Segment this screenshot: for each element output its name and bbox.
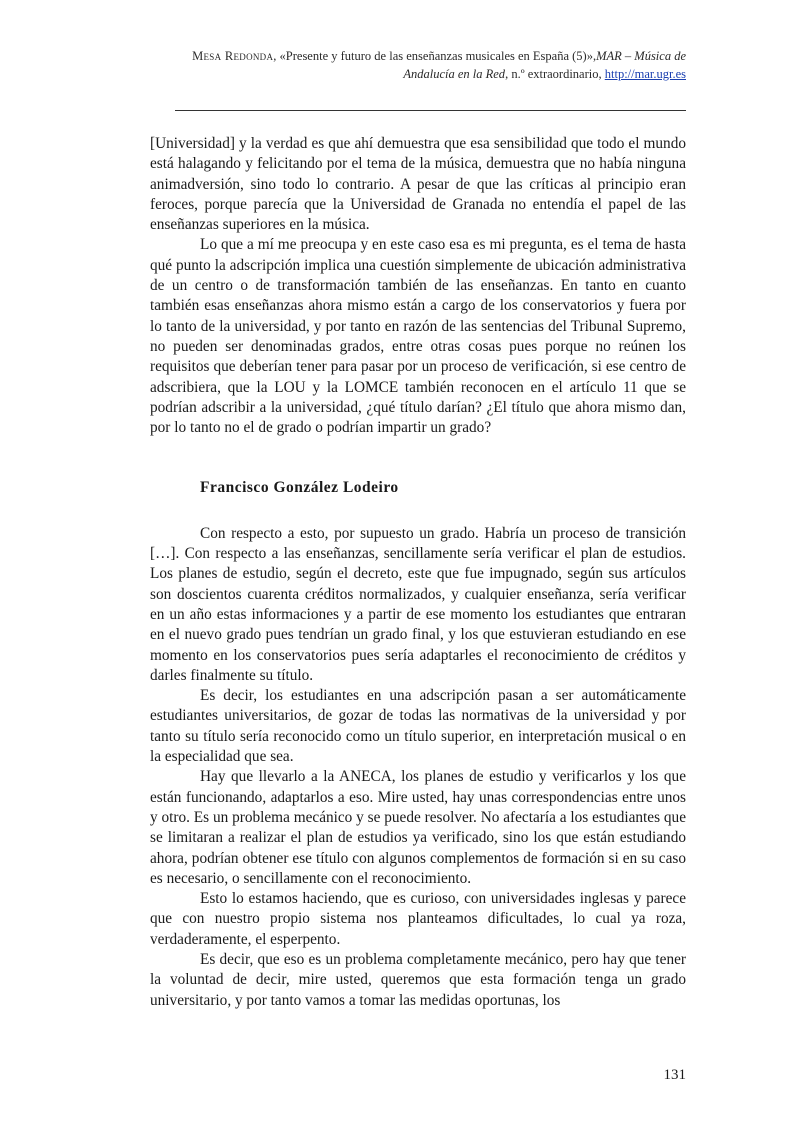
paragraph: Con respecto a esto, por supuesto un grado. Habría un proceso de transición […]. Con respecto a las enseñanzas, sencillamente sería verificar el plan de estudios. Los planes de estudio, según el decreto, este que fue impugnado, según sus artículos son doscientos cuarenta créditos normalizados, y cualquier enseñanza, sería verificar en un año estas informaciones y a partir de ese momento los estudiantes que entraran en el nuevo grado pues tendrían un grado final, y los que estuvieran estudiando en ese momento en los conservatorios pues sería adaptarles el reconocimiento de créditos y darles finalmente su título. (150, 524, 686, 684)
running-header (150, 47, 686, 83)
header-issue: , n.º extraordinario, (505, 67, 605, 81)
header-author: Mesa Redonda (192, 49, 274, 63)
paragraph: [Universidad] y la verdad es que ahí demuestra que esa sensibilidad que todo el mundo está halagando y felicitando por el tema de la música, demuestra que no había ninguna animadversión, sino todo lo contrario. A pesar de que las críticas al principio eran feroces, porque parecía que la Universidad de Granada no entendía el papel de las enseñanzas superiores en la música. (150, 135, 686, 234)
paragraph: Es decir, los estudiantes en una adscripción pasan a ser automáticamente estudiantes universitarios, de gozar de todas las normativas de la universidad y por tanto su título sería reconocido como un título superior, en interpretación musical o en la especialidad que sea. (150, 687, 686, 766)
header-divider (175, 110, 686, 111)
paragraph: Hay que llevarlo a la ANECA, los planes de estudio y verificarlos y los que están funcionando, adaptarlos a eso. Mire usted, hay unas correspondencias entre unos y otro. Es un problema mecánico y se puede resolver. No afectaría a los estudiantes que se limitaran a realizar el plan de estudios ya verificado, sino los que están estudiando ahora, podrían obtener ese título con algunos complementos de formación si en su caso es necesario, o sencillamente con el reconocimiento. (150, 768, 686, 887)
section-gap (150, 438, 686, 478)
paragraph: Esto lo estamos haciendo, que es curioso, con universidades inglesas y parece que con nuestro propio sistema nos planteamos dificultades, lo cual ya roza, verdaderamente, el esperpento. (150, 890, 686, 948)
section-gap (150, 499, 686, 524)
page-body (150, 134, 686, 1011)
speaker-name: Francisco González Lodeiro (200, 479, 399, 497)
journal-url-link[interactable]: http://mar.ugr.es (604, 67, 686, 81)
paragraph: Es decir, que eso es un problema completamente mecánico, pero hay que tener la voluntad de decir, mire usted, queremos que esta formación tenga un grado universitario, y por tanto vamos a tomar las medidas oportunas, los (150, 950, 686, 1009)
header-journal: MAR – Música de Andalucía en la Red (403, 49, 686, 81)
page-number: 131 (663, 1067, 686, 1083)
header-title: , «Presente y futuro de las enseñanzas musicales en España (5)», (273, 49, 597, 63)
paragraph: Lo que a mí me preocupa y en este caso esa es mi pregunta, es el tema de hasta qué punto la adscripción implica una cuestión simplemente de ubicación administrativa de un centro o de transformación también de las enseñanzas. En tanto en cuanto también esas enseñanzas ahora mismo están a cargo de los conservatorios y fuera por lo tanto de la universidad, y por tanto en razón de las sentencias del Tribunal Supremo, no pueden ser denominadas grados, entre otras cosas pues porque no reúnen los requisitos que deberían tener para pasar por un proceso de verificación, si ese centro de adscribiera, que la LOU y la LOMCE también reconocen en el artículo 11 que se podrían adscribir a la universidad, ¿qué título darían? ¿El título que ahora mismo dan, por lo tanto no el de grado o podrían impartir un grado? (150, 236, 686, 437)
